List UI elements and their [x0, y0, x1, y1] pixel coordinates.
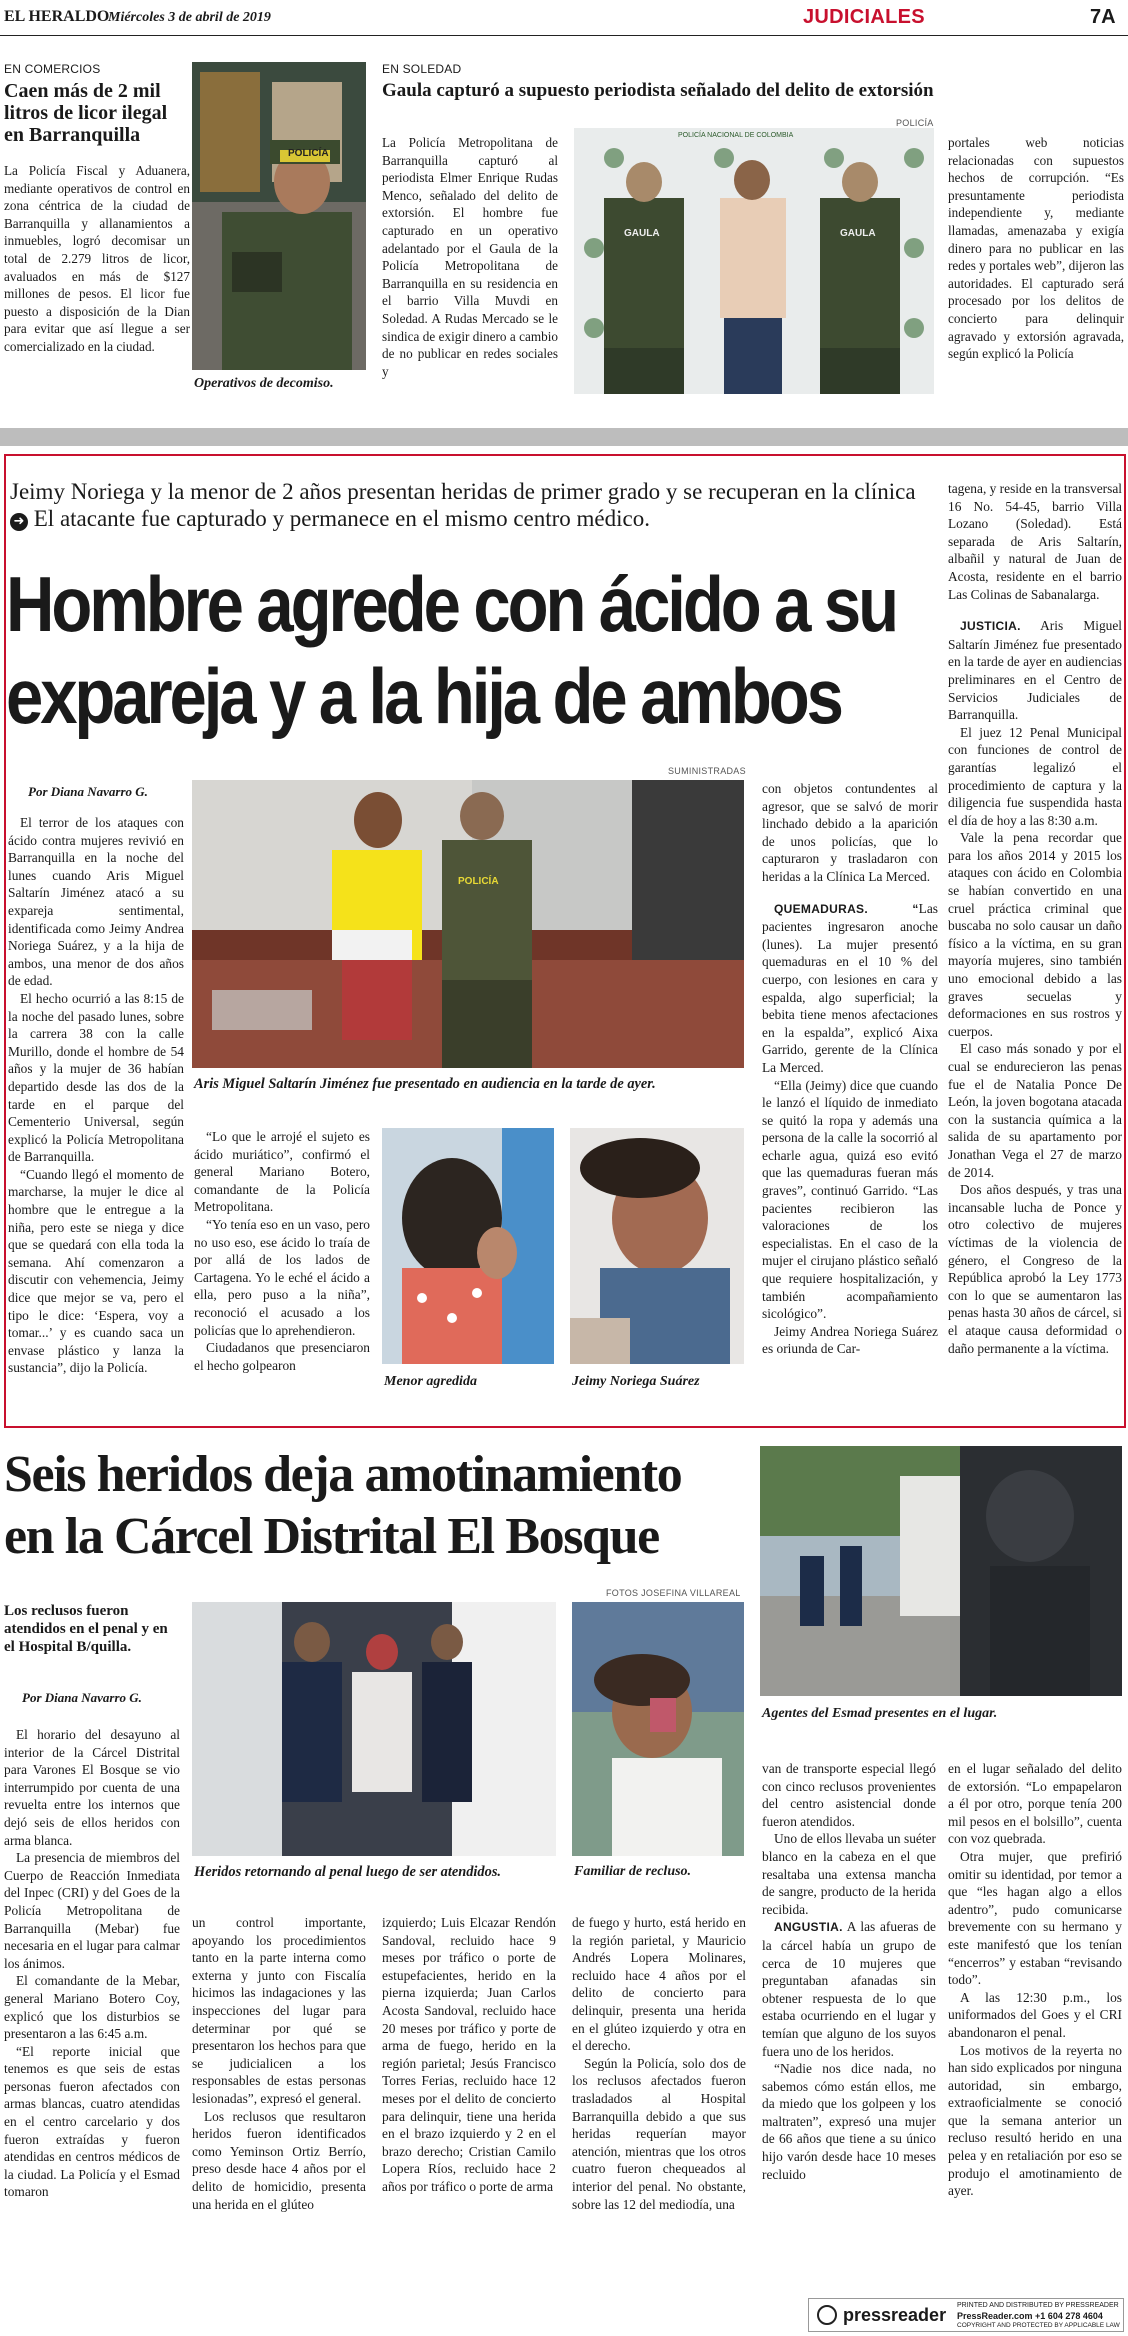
banner-text: POLICÍA NACIONAL DE COLOMBIA — [678, 132, 794, 139]
footer-line3: COPYRIGHT AND PROTECTED BY APPLICABLE LAW — [957, 2322, 1120, 2329]
caption-licor: Operativos de decomiso. — [194, 376, 334, 391]
paragraph: “Nadie nos dice nada, no sabemos cómo están ellos, me da miedo que los golpeen y los maltraten”, expresó una mujer de 66 años que tiene a su único hijo varón desde hace 10 meses recluido — [762, 2061, 936, 2182]
story3-col4 — [572, 1914, 746, 2213]
section-divider — [0, 428, 1128, 446]
subhead-justicia: JUSTICIA. — [960, 619, 1021, 634]
paragraph: El caso más sonado y por el cual se endurecieron las penas fue el de Natalia Ponce De León, la joven bogotana atacada con la sustancia química a la salida de su apartamento por Jonathan Vega el 27 de marzo de 2014. — [948, 1041, 1122, 1180]
paragraph: un control importante, apoyando los procedimientos tanto en la parte interna como externa y junto con Fiscalía hicimos las indagaciones y las inspecciones del lugar para determinar por qué se presentaron los hechos para que se judicialicen a los responsables de estas personas lesionadas”, expresó el general. — [192, 1915, 366, 2106]
brief-licor — [4, 62, 190, 402]
kicker: EN SOLEDAD — [382, 62, 462, 76]
photo-gaula — [574, 128, 934, 394]
paragraph: “Yo tenía eso en un vaso, pero no uso eso, ese ácido lo traía de por allá de los lados de Cartagena. Yo le eché el ácido a ella, pero puso a la niña”, reconoció el acusado a los policías que lo aprehendieron. — [194, 1216, 370, 1338]
paragraph: Los reclusos que resultaron heridos fueron identificados como Yeminson Ortiz Berrío, preso desde hace 4 años por el delito de homicidio, presenta una herida en el glúteo — [192, 2108, 366, 2212]
vest-label: POLICÍA — [458, 876, 499, 887]
paragraph: Jeimy Andrea Noriega Suárez es oriunda de Car- — [762, 1323, 938, 1357]
paragraph: El horario del desayuno al interior de la Cárcel Distrital para Varones El Bosque se vio interrumpido por cuenta de una revuelta entre los internos que dejó seis de ellos heridos con arma blanca. — [4, 1727, 180, 1848]
page-number: 7A — [1090, 6, 1116, 28]
photo-credit: SUMINISTRADAS — [668, 766, 746, 776]
main-col4 — [948, 480, 1122, 1357]
paragraph: en el lugar señalado del delito de extorsión. “Lo empapelaron a él por otro, porque tenía 200 mil pesos en el bolsillo”, cuenta con voz quebrada. — [948, 1761, 1122, 1847]
kicker: EN COMERCIOS — [4, 62, 101, 76]
paragraph: Los motivos de la reyerta no han sido explicados por ninguna autoridad, sin embargo, extraoficialmente se conoció que la semana anterior un recluso resultó herido en una pelea y en retaliación por eso se produjo el amotinamiento de ayer. — [948, 2042, 1122, 2199]
story3-col1 — [4, 1726, 180, 2201]
story3-photo-credit: FOTOS JOSEFINA VILLAREAL — [606, 1588, 741, 1598]
caption-girl: Menor agredida — [384, 1374, 477, 1389]
paragraph: Otra mujer, que prefirió omitir su identidad, por temor a que “les hagan algo a ellos adentro”, pudo comunicarse brevemente con su hermano y este manifestó que los tenían “encerros” y estaban “revisando todo”. — [948, 1848, 1122, 1988]
paragraph-text: Las pacientes ingresaron anoche (lunes). La mujer presentó quemaduras en el 10 % del cuerpo, con lesiones en cara y espalda, algo superficial; la bebita tiene menos afectaciones en la espalda”, explicó Aixa Garrido, gerente de la Clínica La Merced. — [762, 900, 938, 1075]
vest-label-left: GAULA — [624, 228, 660, 239]
paragraph: con objetos contundentes al agresor, que se salvó de morir linchado debido a la aparición de unos policías, que lo capturaron y trasladaron con heridas a la Clínica La Merced. — [762, 781, 938, 884]
photo-licor — [192, 62, 366, 370]
footer-brand: pressreader — [843, 2305, 947, 2325]
byline: Por Diana Navarro G. — [28, 784, 148, 799]
caption-heridos: Heridos retornando al penal luego de ser atendidos. — [194, 1864, 502, 1880]
deck-first: Jeimy Noriega y la menor de 2 años presentan heridas de primer grado y se recuperan en la clínica — [10, 479, 916, 504]
story3-col3 — [382, 1914, 556, 2196]
brief-body: La Policía Fiscal y Aduanera, mediante operativos de control en zona céntrica de la ciudad de Barranquilla y allanamientos a inmuebles, logró decomisar un total de 2.279 litros de licor, avaluados en más de $127 millones de pesos. El licor fue puesto a disposición de la Dian para evitar que así llegue a ser comercializado en la ciudad. — [4, 163, 190, 354]
paragraph-text: A las afueras de la cárcel había un grupo de cerca de 10 mujeres que preguntaban afanadas sin obtener respuesta de lo que estaba ocurriendo en el lugar y temían que alguno de los suyos fuera uno de los heridos. — [762, 1919, 936, 2059]
paragraph: izquierdo; Luis Elcazar Rendón Sandoval, recluido hace 9 meses por tráfico o porte de estupefacientes, herido en la pierna izquierda; Juan Carlos Acosta Sandoval, recluido hace 20 meses por tráfico y porte de arma de fuego, herido en la región parietal; Jesús Francisco Torres Ferias, recluido hace 12 meses por el delito de concierto para delinquir, tiene una herida en el brazo izquierdo y 2 en el brazo derecho; Cristian Camilo Lopera Ríos, recluido hace 2 años por tráfico o porte de arma — [382, 1915, 556, 2194]
story3-col6 — [948, 1760, 1122, 2200]
paragraph: El hecho ocurrió a las 8:15 de la noche del pasado lunes, sobre la carrera 38 con la calle Murillo, donde el hombre de 54 años y la mujer de 36 habían departido desde las dos de la tarde en el parque del Cementerio Universal, según explicó la Policía Metropolitana de Barranquilla. — [8, 990, 184, 1165]
photo-heridos — [192, 1602, 556, 1856]
paragraph: Vale la pena recordar que para los años 2014 y 2015 los ataques con ácido en Colombia se habían convertido en una cruel práctica criminal que buscaba no solo causar un daño físico a la víctima, en su gran mayoría mujeres, sino también uno emocional debido a las graves secuelas y deformaciones en sus rostros y cuerpos. — [948, 830, 1122, 1039]
photo-esmad — [760, 1446, 1122, 1696]
brief-title: Caen más de 2 mil litros de licor ilegal en Barranquilla — [4, 80, 168, 146]
pressreader-footer[interactable] — [808, 2298, 1124, 2332]
photo-woman — [570, 1128, 744, 1364]
caption-esmad: Agentes del Esmad presentes en el lugar. — [762, 1706, 998, 1721]
paragraph: tagena, y reside en la transversal 16 No. 54-45, barrio Villa Lozano (Soledad). Está separada de Aris Saltarín, albañil y natural de Juan de Acosta, residente en el barrio Las Colinas de Sabanalarga. — [948, 481, 1122, 602]
brief-body-col2: portales web noticias relacionadas con supuestos hechos de corrupción. “Es presuntamente periodista independiente y, mediante llamadas, amenazaba y exigía dinero para no publicar en las redes y portales web”, dijeron las autoridades. El capturado será procesado por los delitos de concierto para delinquir agravado y extorsión agravada, según explicó la Policía — [948, 135, 1124, 362]
story3-col5 — [762, 1760, 936, 2183]
story3-col2 — [192, 1914, 366, 2213]
brief-title: Gaula capturó a supuesto periodista señalado del delito de extorsión — [382, 80, 934, 101]
paragraph: El terror de los ataques con ácido contra mujeres revivió en Barranquilla en la noche del lunes cuando Aris Miguel Saltarín Jiménez atacó a su expareja sentimental, identificada como Jeimy Andrea Noriega Suárez, y a la hija de ambos, una menor de dos años de edad. — [8, 815, 184, 989]
paragraph — [762, 900, 938, 1077]
subhead-quemaduras: QUEMADURAS. “ — [774, 901, 919, 916]
footer-line2: PressReader.com +1 604 278 4604 — [957, 2311, 1103, 2321]
photo-credit: POLICÍA — [896, 118, 934, 128]
vest-label-right: GAULA — [840, 228, 876, 239]
paragraph: Uno de ellos llevaba un suéter blanco en la cabeza en el que resaltaba una extensa mancha de sangre, producto de la herida recibida. — [762, 1831, 936, 1917]
pressreader-logo-icon — [817, 2305, 837, 2325]
page-date: Miércoles 3 de abril de 2019 — [108, 10, 271, 25]
main-col1 — [8, 814, 184, 1377]
caption-familiar: Familiar de recluso. — [574, 1864, 692, 1879]
brief-body-col1: La Policía Metropolitana de Barranquilla capturó al periodista Elmer Enrique Rudas Menco, señalado del delito de extorsión. El hombre fue capturado en un operativo adelantado por el Gaula de la Policía Metropolitana de Barranquilla en su residencia en el barrio Villa Muvdi en Soledad. A Rudas Mercado se le sindica de exigir dinero a cambio de no publicar en redes sociales y — [382, 135, 558, 379]
story3-headline1: Seis heridos deja amotinamiento — [4, 1446, 682, 1503]
headline-line2: expareja y a la hija de ambos — [6, 652, 841, 740]
deck-second: El atacante fue capturado y permanece en el mismo centro médico. — [33, 506, 650, 531]
paragraph — [948, 617, 1122, 724]
story3-headline2: en la Cárcel Distrital El Bosque — [4, 1508, 659, 1565]
arrow-right-icon: ➜ — [10, 513, 28, 531]
headline-line1: Hombre agrede con ácido a su — [6, 560, 896, 648]
photo-familiar — [572, 1602, 744, 1856]
paragraph: La presencia de miembros del Cuerpo de Reacción Inmediata del Inpec (CRI) y del Goes de la Policía Metropolitana de Barranquilla (Mebar) fue necesaria en el lugar para calmar los ánimos. — [4, 1850, 180, 1971]
story3-byline: Por Diana Navarro G. — [22, 1690, 142, 1705]
photo-girl — [382, 1128, 554, 1364]
paragraph: “El reporte inicial que tenemos es que seis de estas personas fueron afectados con armas blancas, cuatro atendidas en el centro carcelario y dos fueron extraídas y fueron atendidas en centros médicos de la ciudad. La Policía y el Esmad tomaron — [4, 2043, 180, 2200]
subhead-angustia: ANGUSTIA. — [774, 1920, 843, 1935]
paragraph: Ciudadanos que presenciaron el hecho golpearon — [194, 1340, 370, 1373]
caption-woman: Jeimy Noriega Suárez — [572, 1374, 700, 1389]
paragraph: “Lo que le arrojé el sujeto es ácido muriático”, confirmó el general Mariano Botero, comandante de la Policía Metropolitana. — [194, 1129, 370, 1215]
paragraph: A las 12:30 p.m., los uniformados del Goes y el CRI abandonaron el penal. — [948, 1989, 1122, 2040]
photo-aggressor — [192, 780, 744, 1068]
paragraph: El juez 12 Penal Municipal con funciones de control de garantías legalizó el procedimiento de captura y la diligencia fue suspendida hasta el día de hoy a las 8:30 a.m. — [948, 724, 1122, 828]
section-name: JUDICIALES — [803, 6, 925, 28]
paragraph: Según la Policía, solo dos de los reclusos afectados fueron trasladados al Hospital Barranquilla debido a que sus heridas requerían mayor atención, mientras que los otros cuatro fueron chequeados al interior del penal. No obstante, sobre las 12 del mediodía, una — [572, 2055, 746, 2212]
paragraph: El comandante de la Mebar, general Mariano Botero Coy, explicó que los disturbios se presentaron a las 6:45 a.m. — [4, 1973, 180, 2042]
main-col3 — [762, 780, 938, 1358]
paragraph: “Ella (Jeimy) dice que cuando le lanzó el líquido de inmediato se quitó la ropa y además una persona de la calle la socorrió al echarle agua, quizá eso evitó que las quemaduras fueran más graves”, continuó Garrido. “Las pacientes recibieron las valoraciones de los especialistas. En el caso de la mujer el cirujano plástico señaló que requiere hospitalización, y también acompañamiento sicológico”. — [762, 1077, 938, 1322]
paper-name: EL HERALDO — [4, 8, 110, 25]
main-col2 — [194, 1128, 370, 1374]
story3-deck: Los reclusos fueron atendidos en el penal y en el Hospital B/quilla. — [4, 1603, 168, 1655]
paragraph: “Cuando llegó el momento de marcharse, la mujer le dice al hombre que le entregue a la niña, pero este se niega y dice que se quedará con ella toda la semana. Ahí comenzaron a discutir con vehemencia, Jeimy dice que mejor se va, pero el tipo le dice: ‘Espera, voy a tomar...’ y es cuando saca un envase plástico y lanza la sustancia”, dijo la Policía. — [8, 1166, 184, 1376]
vest-label: POLICÍA — [288, 148, 329, 159]
paragraph: de fuego y hurto, está herido en la región parietal, y Mauricio Andrés Lopera Molinares, recluido hace 4 años por el delito de concierto para delinquir, presenta una herida en el glúteo izquierdo y otra en el derecho. — [572, 1915, 746, 2054]
paragraph — [762, 1918, 936, 2060]
page-header — [0, 0, 1128, 36]
paragraph: Dos años después, y tras una incansable lucha de Ponce y otro colectivo de mujeres víctimas de la violencia de género, el Congreso de la República aprobó la Ley 1773 con lo que se aumentaron las penas hasta 30 años de cárcel, si el ataque causa deformidad o daño permanente a la víctima. — [948, 1182, 1122, 1356]
paragraph-text: Aris Miguel Saltarín Jiménez fue presentado en la tarde de ayer en audiencias preliminares en el Centro de Servicios Judiciales de Barranquilla. — [948, 618, 1123, 723]
footer-line1: PRINTED AND DISTRIBUTED BY PRESSREADER — [957, 2302, 1119, 2309]
paragraph: van de transporte especial llegó con cinco reclusos provenientes del centro asistencial donde fueron atendidos. — [762, 1761, 936, 1829]
caption-aggressor: Aris Miguel Saltarín Jiménez fue presentado en audiencia en la tarde de ayer. — [194, 1076, 656, 1092]
story-deck — [10, 478, 926, 532]
